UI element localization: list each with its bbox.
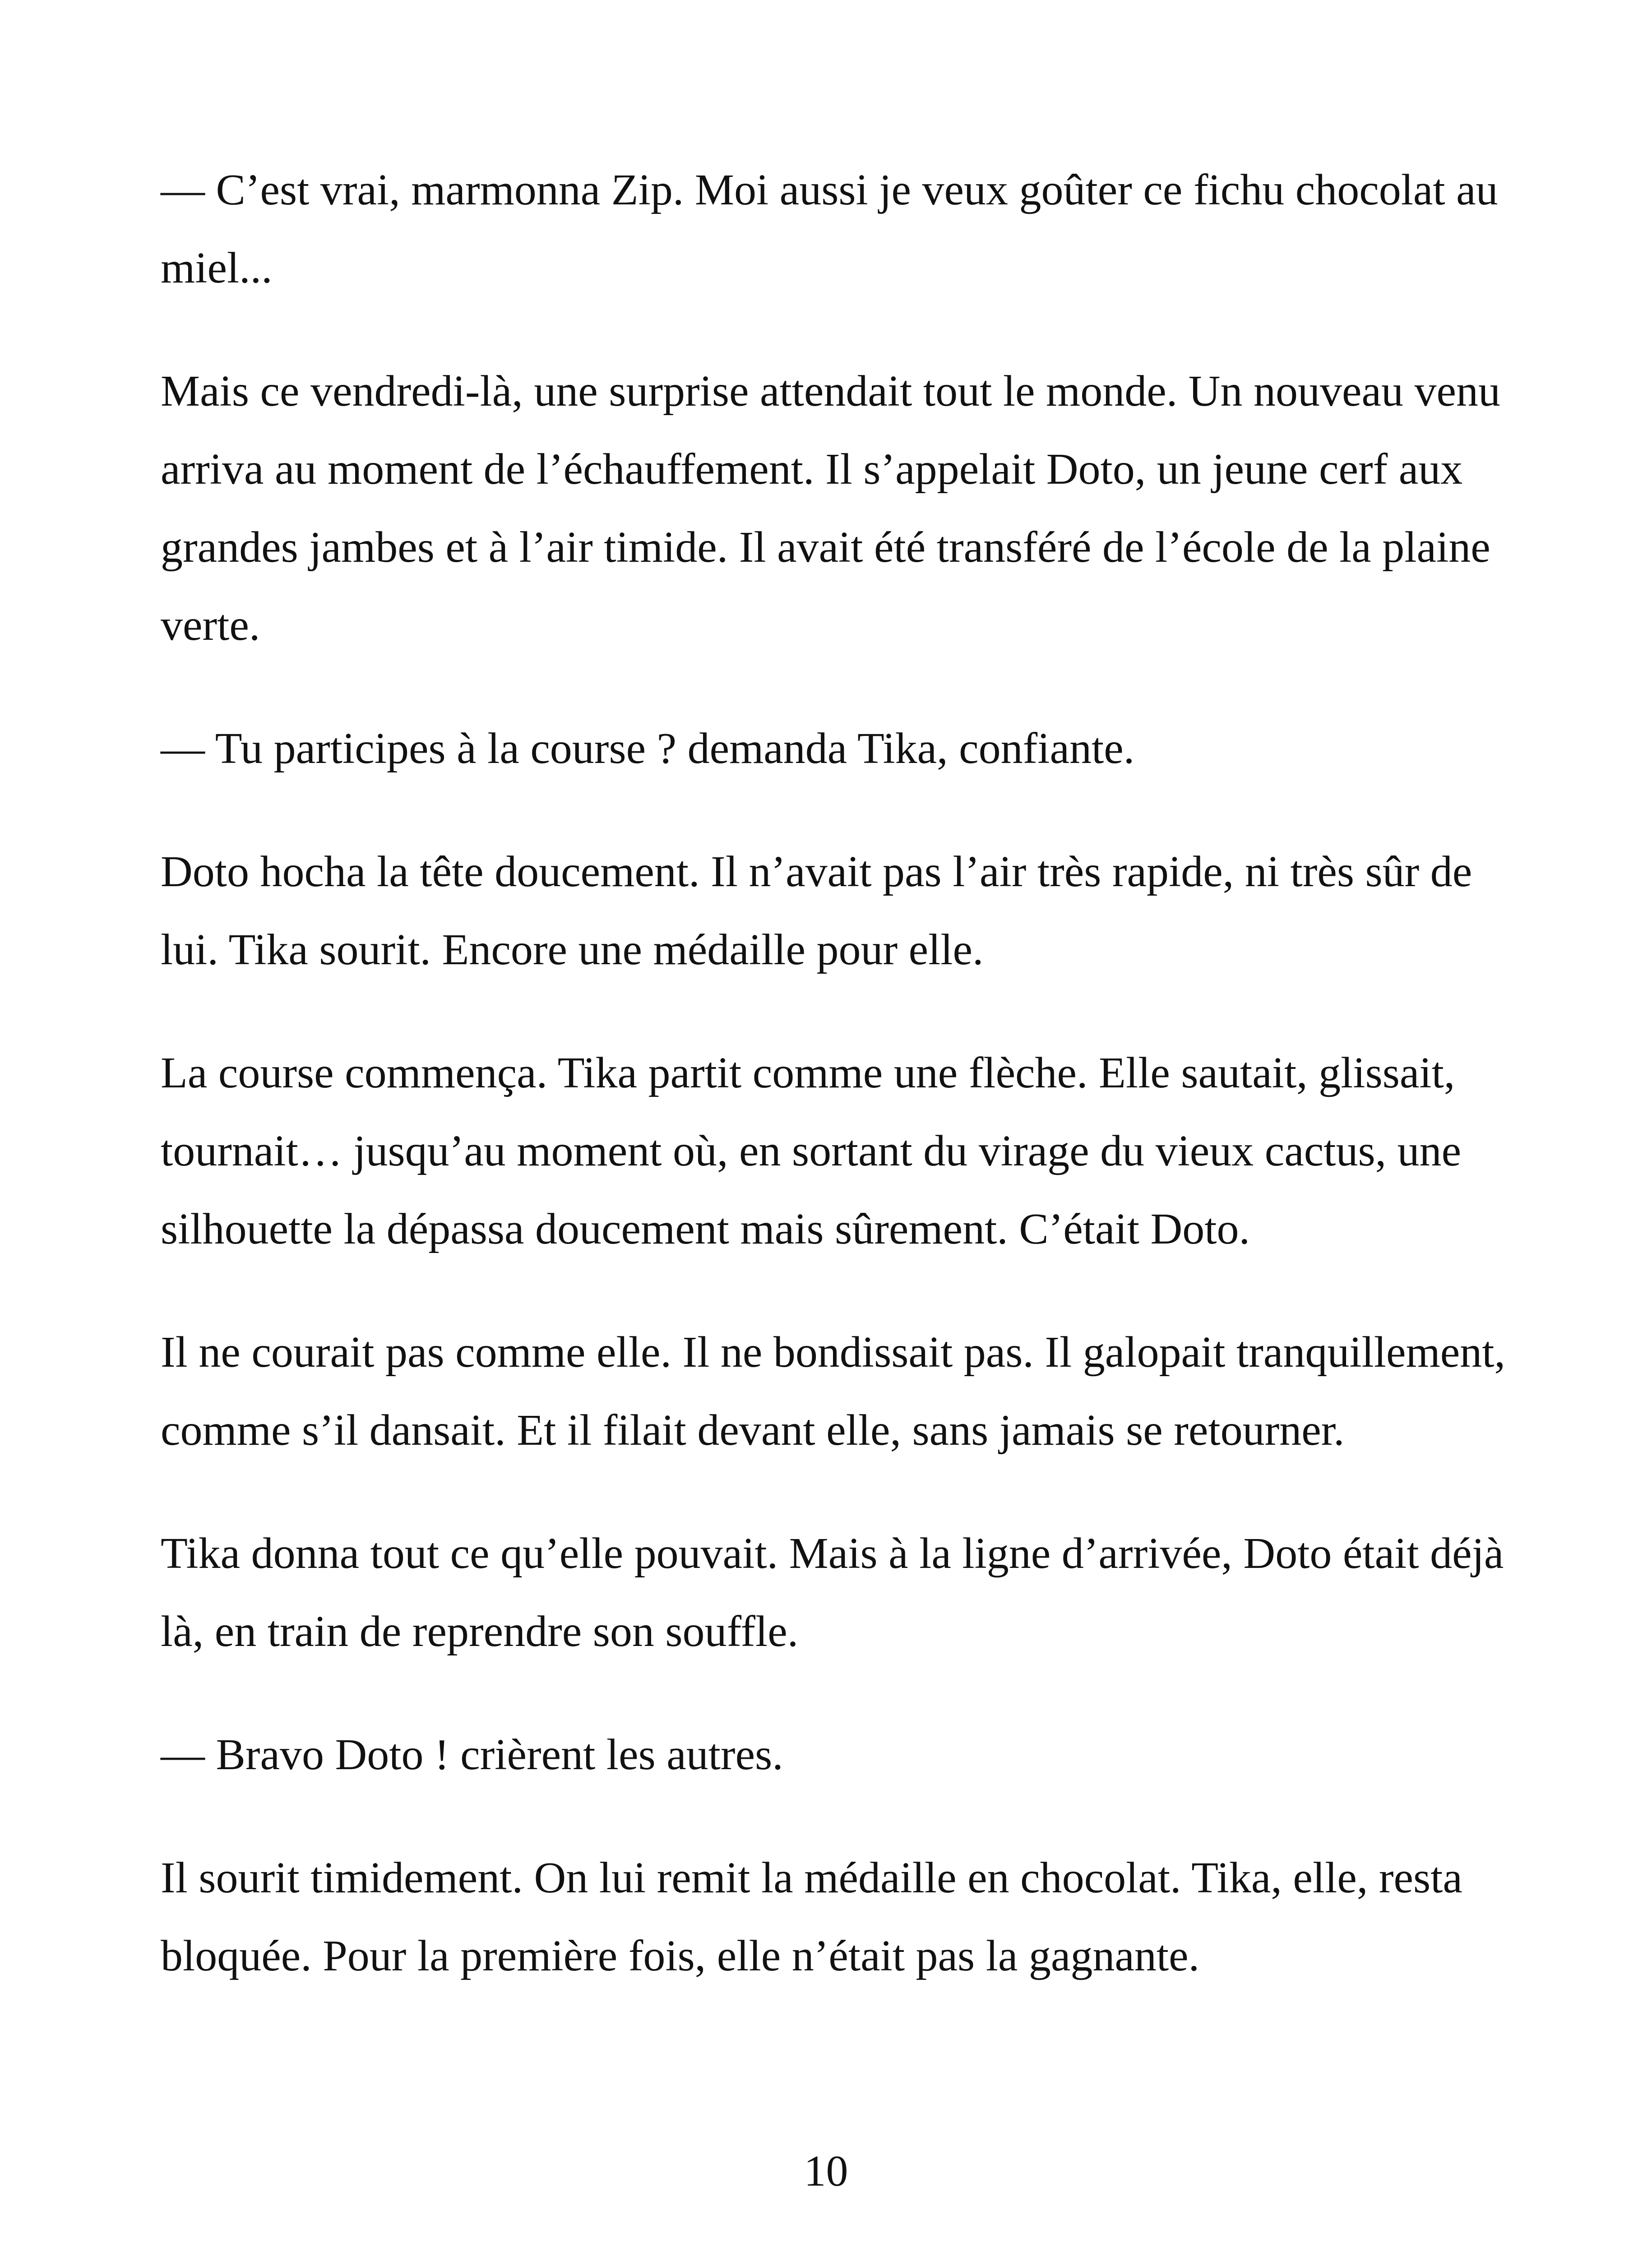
paragraph-5: La course commença. Tika partit comme une flèche. Elle sautait, glissait, tournait… jusqu’au moment où, en sortant du virage du vieux cactus, une silhouette la dépassa doucement mais sûrement. C’était Doto. xyxy=(161,1049,1462,1253)
paragraph-3: — Tu participes à la course ? demanda Tika, confiante. xyxy=(161,724,1135,773)
paragraph-8: — Bravo Doto ! crièrent les autres. xyxy=(161,1730,783,1779)
paragraph-7: Tika donna tout ce qu’elle pouvait. Mais à la ligne d’arrivée, Doto était déjà là, en train de reprendre son souffle. xyxy=(161,1529,1504,1656)
paragraph-2: Mais ce vendredi-là, une surprise attendait tout le monde. Un nouveau venu arriva au moment de l’échauffement. Il s’appelait Doto, un jeune cerf aux grandes jambes et à l’air timide. Il avait été transféré de l’école de la plaine verte. xyxy=(161,367,1501,650)
page-number: 10 xyxy=(804,2147,848,2196)
paragraph-4: Doto hocha la tête doucement. Il n’avait pas l’air très rapide, ni très sûr de lui. Tika sourit. Encore une médaille pour elle. xyxy=(161,847,1472,974)
paragraph-9: Il sourit timidement. On lui remit la médaille en chocolat. Tika, elle, resta bloquée. Pour la première fois, elle n’était pas la gagnante. xyxy=(161,1854,1462,1980)
paragraph-1: — C’est vrai, marmonna Zip. Moi aussi je veux goûter ce fichu chocolat au miel... xyxy=(161,166,1498,292)
paragraph-6: Il ne courait pas comme elle. Il ne bondissait pas. Il galopait tranquillement, comme s’il dansait. Et il filait devant elle, sans jamais se retourner. xyxy=(161,1328,1505,1455)
body-text xyxy=(161,151,1505,2040)
